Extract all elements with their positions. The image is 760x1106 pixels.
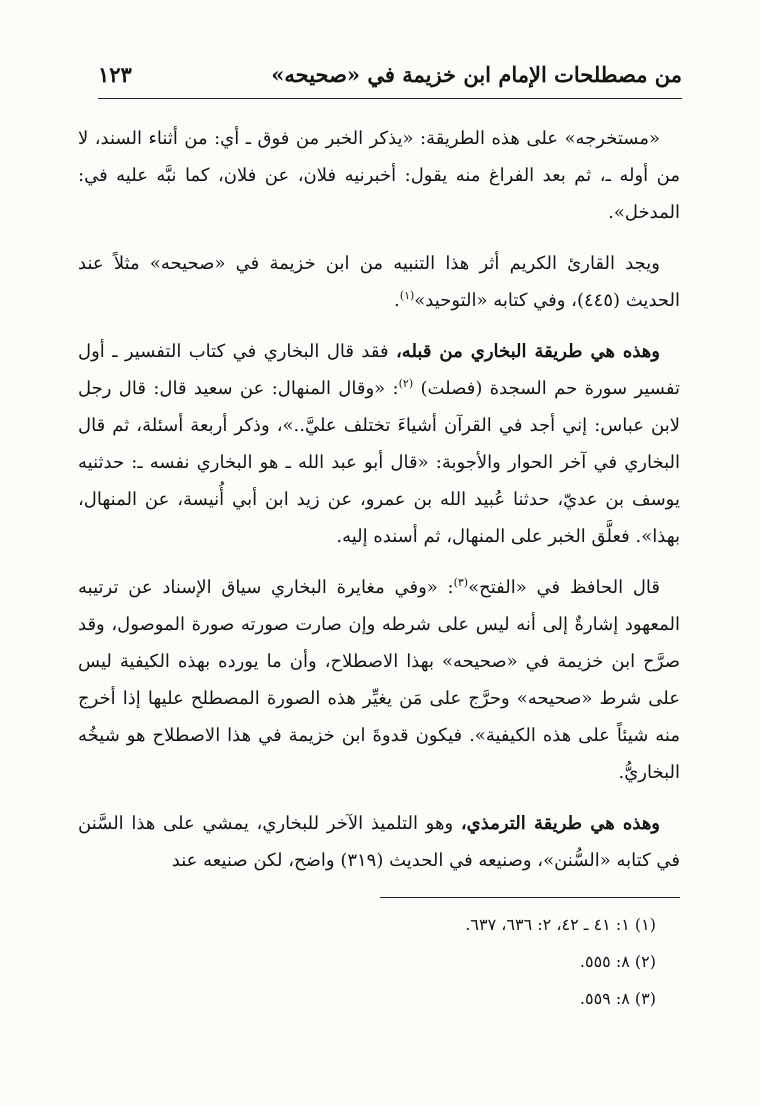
paragraph-2 <box>78 245 680 319</box>
page-number: ١٢٣ <box>98 62 132 87</box>
footnote-ref-2: (٢) <box>398 377 414 390</box>
footnote-3: (٣) ٨: ٥٥٩. <box>579 989 656 1008</box>
paragraph-3-lead: وهذه هي طريقة البخاري من قبله، <box>396 341 660 362</box>
paragraph-4 <box>78 569 680 791</box>
footnotes <box>80 906 656 1017</box>
paragraph-5-text: وهو التلميذ الآخر للبخاري، يمشي على هذا السَّنن في كتابه «السُّنن»، وصنيعه في الحديث (٣١٩) واضح، لكن صنيعه عند <box>78 813 680 871</box>
paragraph-4-text-b: : «وفي مغايرة البخاري سياق الإسناد عن ترتيبه المعهود إشارةٌ إلى أنه ليس على شرطه وإن صارت صورته صورة الموصول، وقد صرَّح ابن خزيمة في «صحيحه» بهذا الاصطلاح، وأن ما يورده بهذه الكيفية ليس على شرط «صحيحه» وحرَّج على مَن يغيِّر هذه الصورة المصطلح عليها إذا أخرج منه شيئاً على هذه الكيفية». فيكون قدوةَ ابن خزيمة في هذا الاصطلاح هو شيخُه البخاريُّ. <box>78 577 680 783</box>
footnote-1: (١) ١: ٤١ ـ ٤٢، ٢: ٦٣٦، ٦٣٧. <box>465 915 656 934</box>
paragraph-2-text: ويجد القارئ الكريم أثر هذا التنبيه من ابن خزيمة في «صحيحه» مثلاً عند الحديث (٤٤٥)، وفي كتابه «التوحيد» <box>78 253 680 311</box>
footnote-2: (٢) ٨: ٥٥٥. <box>579 952 656 971</box>
footnote-ref-3: (٣) <box>453 576 469 589</box>
paragraph-2-end: . <box>394 290 400 311</box>
paragraph-3-text-a: فقد قال البخاري في كتاب التفسير ـ أول تفسير سورة حم السجدة (فصلت) <box>78 341 680 399</box>
paragraph-4-text-a: قال الحافظ في «الفتح» <box>468 577 660 598</box>
paragraph-1-text: «مستخرجه» على هذه الطريقة: «يذكر الخبر من فوق ـ أي: من أثناء السند، لا من أوله ـ، ثم بعد الفراغ منه يقول: أخبرنيه فلان، عن فلان، كما نبَّه عليه في: المدخل». <box>78 128 681 223</box>
page-body <box>78 120 680 893</box>
paragraph-1 <box>78 120 680 231</box>
footnote-ref-1: (١) <box>399 289 415 302</box>
paragraph-3 <box>78 333 680 555</box>
paragraph-3-text-b: : «وقال المنهال: عن سعيد قال: قال رجل لابن عباس: إني أجد في القرآن أشياءَ تختلف عليَّ..»، وذكر أربعة أسئلة، ثم قال البخاري في آخر الحوار والأجوبة: «قال أبو عبد الله ـ هو البخاري نفسه ـ: حدثنيه يوسف بن عديّ، حدثنا عُبيد الله بن عمرو، عن زيد ابن أبي أُنيسة، عن المنهال، بهذا». فعلَّق الخبر على المنهال، ثم أسنده إليه. <box>78 378 680 547</box>
running-title: من مصطلحات الإمام ابن خزيمة في «صحيحه» <box>271 62 682 87</box>
paragraph-5 <box>78 805 680 879</box>
paragraph-5-lead: وهذه هي طريقة الترمذي، <box>460 813 660 834</box>
footnote-divider <box>380 897 680 898</box>
page-header <box>98 58 682 99</box>
